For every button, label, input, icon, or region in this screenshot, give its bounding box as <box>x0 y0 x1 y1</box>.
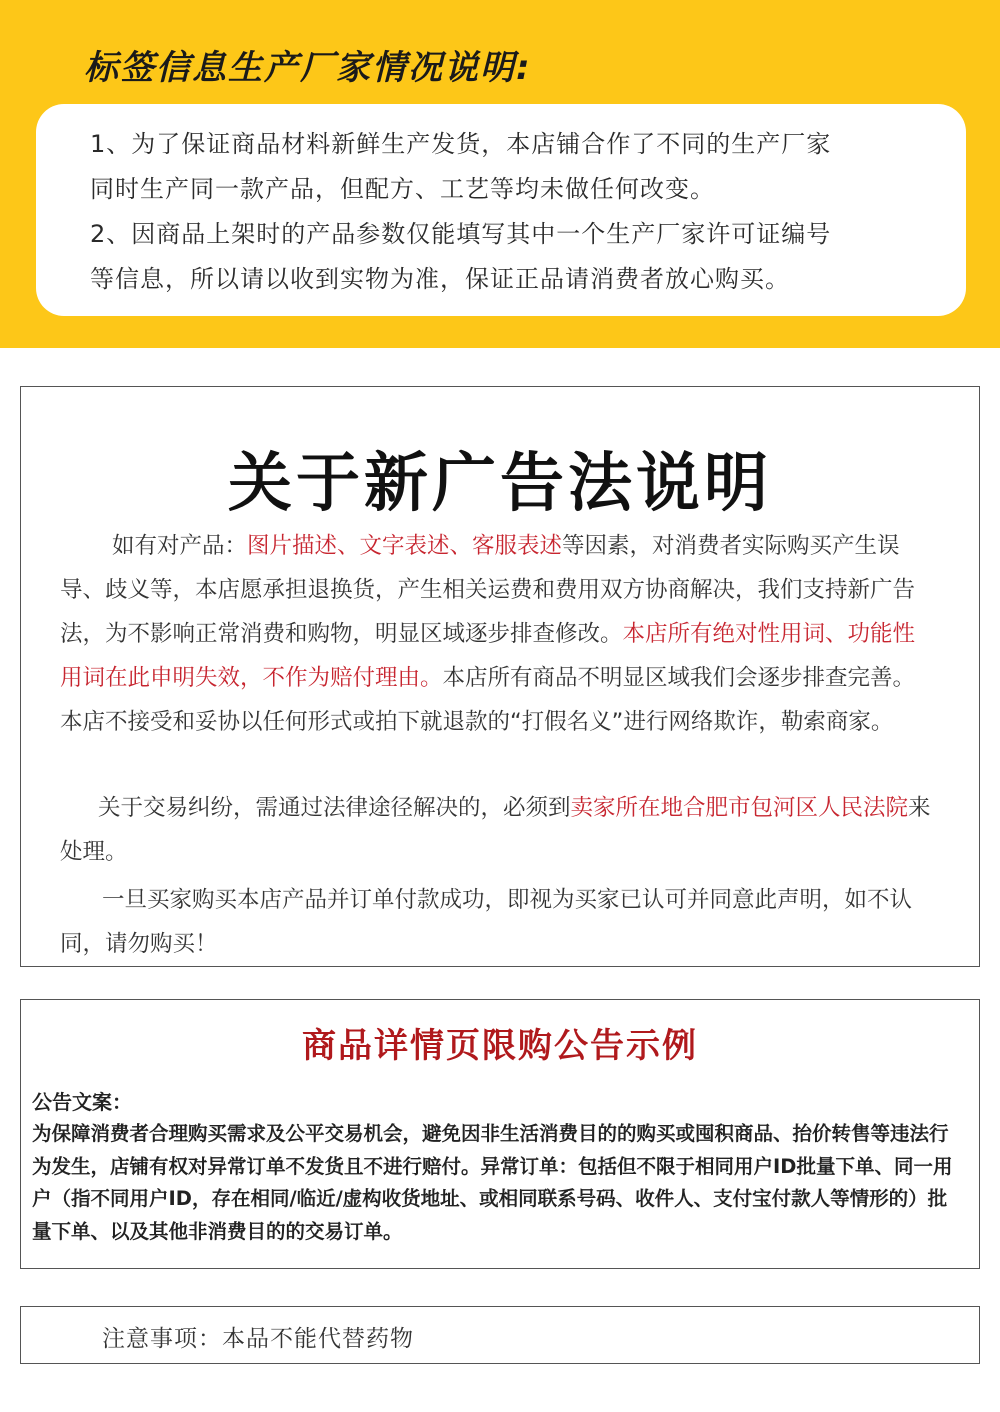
ad-law-p1-highlight-2: 本店所有绝对性用词、功能性用词在此申明失效，不作为赔付理由。 <box>60 621 916 691</box>
manufacturer-line-1: 1、为了保证商品材料新鲜生产发货，本店铺合作了不同的生产厂家 <box>90 130 832 158</box>
manufacturer-line-3: 2、因商品上架时的产品参数仅能填写其中一个生产厂家许可证编号 <box>90 220 832 248</box>
manufacturer-card <box>36 104 966 316</box>
ad-law-p2-text-a: 关于交易纠纷，需通过法律途径解决的，必须到 <box>98 795 571 821</box>
manufacturer-line-4: 等信息，所以请以收到实物为准，保证正品请消费者放心购买。 <box>90 265 790 293</box>
purchase-limit-body: 为保障消费者合理购买需求及公平交易机会，避免因非生活消费目的的购买或囤积商品、抬价转售等违法行为发生，店铺有权对异常订单不发货且不进行赔付。异常订单：包括但不限于相同用户ID批量下单、同一用户（指不同用户ID，存在相同/临近/虚构收货地址、或相同联系号码、收件人、支付宝付款人等情形的）批量下单、以及其他非消费目的的交易订单。 <box>32 1122 953 1243</box>
ad-law-p1-highlight-1: 图片描述、文字表述、客服表述 <box>247 533 563 559</box>
ad-law-p1-text-e: 本店所有商品不明显区域我们会逐步排查完善。本店不接受和妥协以任何形式或拍下就退款的“打假名义”进行网络欺诈，勒索商家。 <box>60 665 916 735</box>
ad-law-paragraph-1 <box>60 524 932 744</box>
ad-law-p2-highlight: 卖家所在地合肥市包河区人民法院 <box>570 795 909 821</box>
manufacturer-line-2: 同时生产同一款产品，但配方、工艺等均未做任何改变。 <box>90 175 715 203</box>
ad-law-title: 关于新广告法说明 <box>228 447 772 521</box>
manufacturer-title: 标签信息生产厂家情况说明: <box>84 48 532 88</box>
ad-law-p1-text-c: 等因素，对消费者实际购买产生误导、歧义等，本店愿承担退换货，产生相关运费和费用双方协商解决，我们支持新广告法，为不影响正常消费和购物，明显区域逐步排查修改。 <box>60 533 916 647</box>
purchase-limit-title: 商品详情页限购公告示例 <box>302 1026 698 1066</box>
ad-law-paragraph-3: 一旦买家购买本店产品并订单付款成功，即视为买家已认可并同意此声明，如不认同，请勿购买！ <box>60 887 913 957</box>
ad-law-p2-text-c: 来处理。 <box>60 795 931 865</box>
purchase-limit-label: 公告文案： <box>32 1090 132 1114</box>
note-text: 注意事项：本品不能代替药物 <box>102 1326 414 1352</box>
ad-law-paragraph-2 <box>60 786 932 874</box>
ad-law-p1-text-a: 如有对产品： <box>112 533 248 559</box>
